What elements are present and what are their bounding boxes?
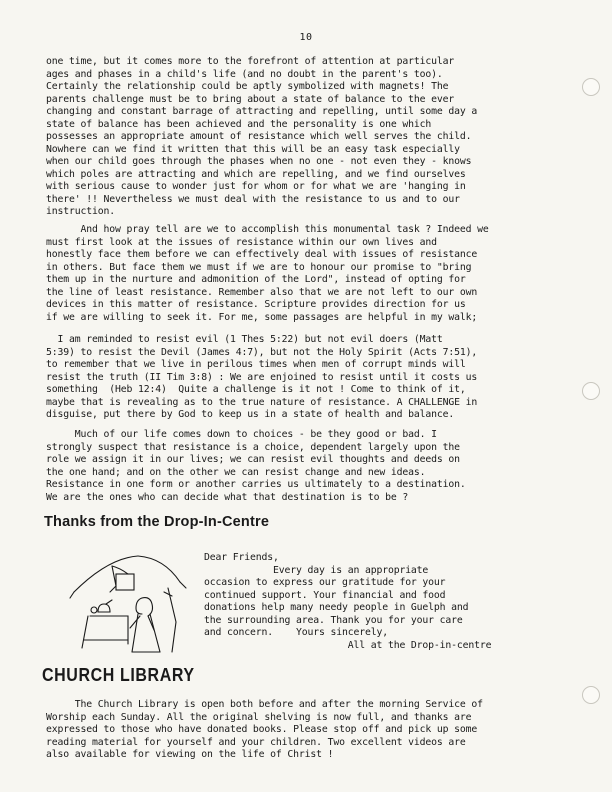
resistance-paragraph-2: And how pray tell are we to accomplish this monumental task ? Indeed we must first look at the issues of resistance within our own lives and honestly face them before we can effectively deal with issues of resistance in others. But face them we must if we are to honour our promise to "bring them up in the nurture and admonition of the Lord", instead of opting for the line of least resistance. Remember also that we are not left to our own devices in this matter of resistance. Scripture provides direction for us if we are willing to seek it. For me, some passages are helpful in my walk;: [46, 224, 489, 323]
binder-hole-middle: [582, 382, 600, 400]
drop-in-centre-heading: Thanks from the Drop-In-Centre: [44, 514, 270, 530]
resistance-paragraph-4: Much of our life comes down to choices - be they good or bad. I strongly suspect that resistance is a choice, dependent largely upon the role we assign it in our lives; we can resist evil thoughts and deeds on the one hand; and on the other we can resist change and new ideas. Resistance in one form or another carries us ultimately to a destination. We are the ones who can decide what that destination is to be ?: [46, 429, 466, 503]
church-library-heading: CHURCH LIBRARY: [42, 666, 195, 686]
drop-in-letter: Dear Friends, Every day is an appropriate occasion to express our gratitude for your continued support. Your financial and food donations help many needy people in Guelph and the surrounding area. Thank you for your care and concern. Yours sincerely, All at the Drop-in-centre: [204, 552, 492, 651]
resistance-paragraph-3: I am reminded to resist evil (1 Thes 5:22) but not evil doers (Matt 5:39) to resist the Devil (James 4:7), but not the Holy Spirit (Acts 7:51), to remember that we live in perilous times when men of corrupt minds will resist the truth (II Tim 3:8) : We are enjoined to resist until it costs us something (Heb 12:4) Quite a challenge is it not ! Come to think of it, maybe that is revealing as to the true nature of resistance. A CHALLENGE in disguise, put there by God to keep us in a state of health and balance.: [46, 334, 478, 420]
page-number: 10: [299, 32, 313, 43]
kitchen-woman-illustration: [68, 552, 188, 656]
resistance-paragraph-1: one time, but it comes more to the forefront of attention at particular ages and phases in a child's life (and no doubt in the parent's too). Certainly the relationship could be aptly symbolized with magnets! The parents challenge must be to bring about a state of balance to the ever changing and constant barrage of attracting and repelling, until some day a state of balance has been achieved and the personality is one which possesses an appropriate amount of resistance which well serves the child. Nowhere can we find it written that this will be an easy task especially when our child goes through the phases when no one - not even they - knows which poles are attracting and which are repelling, and we find ourselves with serious cause to wonder just for whom or for what we are 'hanging in there' !! Nevertheless we must deal with the resistance to us and to our instruction.: [46, 56, 478, 217]
binder-hole-top: [582, 78, 600, 96]
church-library-text: The Church Library is open both before and after the morning Service of Worship each Sunday. All the original shelving is now full, and thanks are expressed to those who have donated books. Please stop off and pick up some reading material for yourself and your children. Two excellent videos are also available for viewing on the life of Christ !: [46, 699, 483, 760]
binder-hole-bottom: [582, 686, 600, 704]
